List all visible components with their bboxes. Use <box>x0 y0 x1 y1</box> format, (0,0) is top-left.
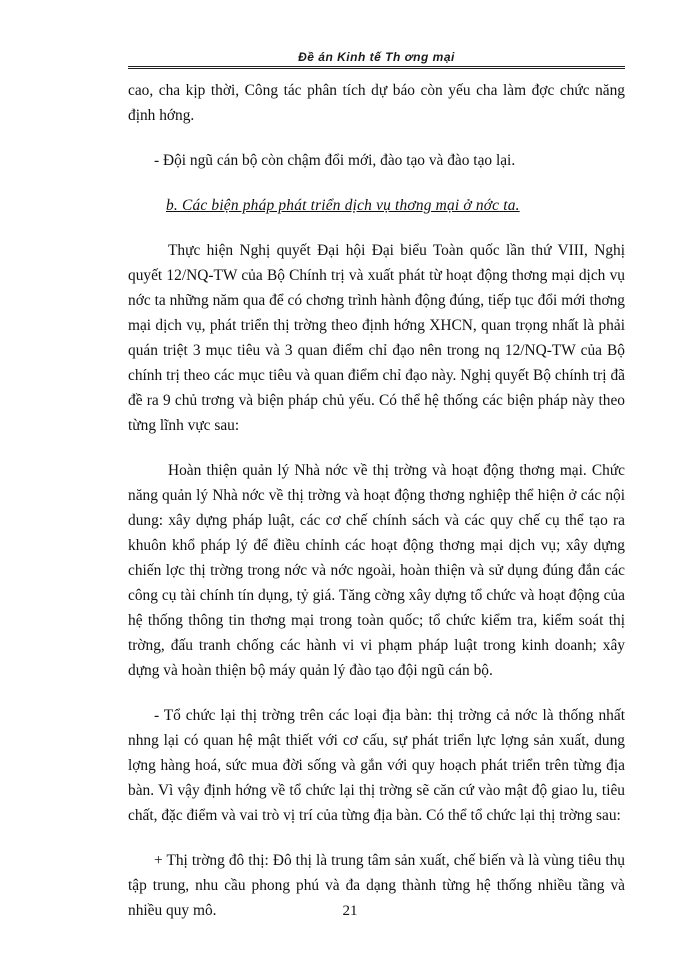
paragraph-resolution: Thực hiện Nghị quyết Đại hội Đại biểu Toàn quốc lần thứ VIII, Nghị quyết 12/NQ-TW của Bộ Chính trị và xuất phát từ hoạt động thơng mại dịch vụ nớc ta những năm qua để có chơng trình hành động đúng, tiếp tục đổi mới thơng mại dịch vụ, phát triển thị trờng theo định hớng XHCN, quan trọng nhất là phải quán triệt 3 mục tiêu và 3 quan điểm chỉ đạo nên trong nq 12/NQ-TW của Bộ chính trị theo các mục tiêu và quan điểm chỉ đạo này. Nghị quyết Bộ chính trị đã đề ra 9 chủ trơng và biện pháp chủ yếu. Có thể hệ thống các biện pháp này theo từng lĩnh vực sau: <box>128 242 625 434</box>
header-rule-top <box>128 66 625 67</box>
spacer <box>128 683 625 703</box>
document-body <box>128 78 625 923</box>
spacer <box>128 438 625 458</box>
page-number: 21 <box>342 903 358 919</box>
spacer <box>128 218 625 238</box>
paragraph-state-management: Hoàn thiện quản lý Nhà nớc về thị trờng và hoạt động thơng mại. Chức năng quản lý Nhà nớc về thị trờng và hoạt động thơng nghiệp thể hiện ở các nội dung: xây dựng pháp luật, các cơ chế chính sách và các quy chế cụ thể tạo ra khuôn khổ pháp lý để điều chỉnh các hoạt động thơng mại dịch vụ; xây dựng chiến lợc thị trờng trong nớc và nớc ngoài, hoàn thiện và sử dụng đúng đắn các công cụ tài chính tín dụng, tỷ giá. Tăng cờng xây dựng tổ chức và hoạt động của hệ thống thông tin thơng mại trong toàn quốc; tổ chức kiểm tra, kiểm soát thị trờng, đấu tranh chống các hành vi vi phạm pháp luật trong kinh doanh; xây dựng và hoàn thiện bộ máy quản lý đào tạo đội ngũ cán bộ. <box>128 462 625 679</box>
paragraph-market-organization: - Tổ chức lại thị trờng trên các loại địa bàn: thị trờng cả nớc là thống nhất nhng lại có quan hệ mật thiết với cơ cấu, sự phát triển lực lợng sản xuất, dung lợng hàng hoá, sức mua đời sống và gắn với quy hoạch phát triển trên từng địa bàn. Vì vậy định hớng về tổ chức lại thị trờng sẽ căn cứ vào mật độ giao lu, tiêu chất, đặc điểm và vai trò vị trí của từng địa bàn. Có thể tổ chức lại thị trờng sau: <box>128 707 625 824</box>
header-rule-bottom <box>128 68 625 69</box>
spacer <box>128 128 625 148</box>
spacer <box>128 173 625 193</box>
paragraph-urban-market: + Thị trờng đô thị: Đô thị là trung tâm sản xuất, chế biến và là vùng tiêu thụ tập trung, nhu cầu phong phú và đa dạng thành từng hệ thống nhiều tầng và nhiều quy mô. <box>128 852 625 919</box>
section-heading: b. Các biện pháp phát triển dịch vụ thơng mại ở nớc ta. <box>166 197 520 214</box>
paragraph-continuation: cao, cha kịp thời, Công tác phân tích dự báo còn yếu cha làm đợc chức năng định hớng. <box>128 82 625 124</box>
page-header-title: Đề án Kinh tế Th ơng mại <box>298 50 455 64</box>
spacer <box>128 828 625 848</box>
paragraph-staff-item: - Đội ngũ cán bộ còn chậm đổi mới, đào tạo và đào tạo lại. <box>154 152 516 169</box>
